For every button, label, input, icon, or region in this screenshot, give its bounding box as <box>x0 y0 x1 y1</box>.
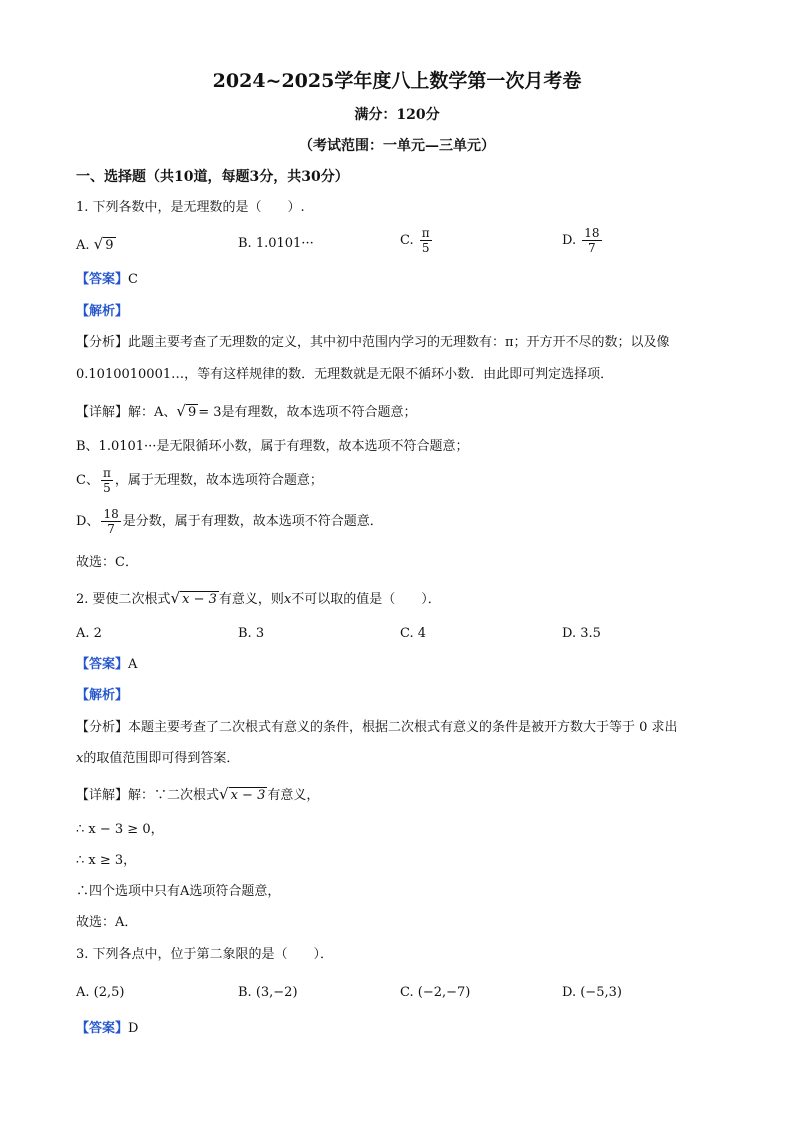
fenxi-text: 的取值范围即可得到答案． <box>83 751 240 766</box>
q3-option-c: C. (−2,−7) <box>400 985 471 1000</box>
sqrt-symbol: √ x − 3 <box>219 785 266 803</box>
fraction-denominator: 7 <box>588 241 596 255</box>
analysis-tag: 【解析】 <box>76 688 129 703</box>
detail-suffix: 是分数，属于有理数，故本选项不符合题意． <box>122 514 383 529</box>
q1-option-d <box>562 226 604 255</box>
fenxi-text: 本题主要考查了二次根式有意义的条件，根据二次根式有意义的条件是被开方数大于等于 0 求出 <box>128 720 678 735</box>
q1-option-c <box>400 226 434 255</box>
stem-middle: 有意义，则 <box>218 592 284 607</box>
q2-option-d: D. 3.5 <box>562 626 601 641</box>
section-heading: 一、选择题（共10道，每题3分，共30分） <box>76 169 349 185</box>
q2-fenxi-line2 <box>76 749 239 769</box>
q1-option-d-label: D. <box>562 233 577 248</box>
sqrt-symbol: √ 9 <box>93 235 114 253</box>
q3-option-a: A. (2,5) <box>76 985 125 1000</box>
q2-detail-4: ∴四个选项中只有A选项符合题意， <box>76 884 281 899</box>
xiangjie-tag: 【详解】 <box>76 788 129 803</box>
q2-detail-3: ∴ x ≥ 3， <box>76 853 137 868</box>
fraction-numerator: π <box>421 226 430 240</box>
detail-prefix: 解：A、 <box>128 405 177 420</box>
sqrt-symbol: √ 9 <box>176 402 197 420</box>
q1-option-c-fraction <box>420 226 432 255</box>
fraction-numerator: 18 <box>584 226 600 240</box>
answer-value: C <box>128 272 138 287</box>
q1-choice: 故选：C． <box>76 555 138 570</box>
q1-fenxi-line1 <box>76 333 670 353</box>
q1-analysis-tag <box>76 302 128 322</box>
answer-tag: 【答案】 <box>76 1021 129 1036</box>
detail-suffix: = 3是有理数，故本选项不符合题意； <box>198 405 417 420</box>
q2-detail-2: ∴ x − 3 ≥ 0， <box>76 822 164 837</box>
fenxi-tag: 【分析】 <box>76 720 129 735</box>
fraction-denominator: 5 <box>421 241 430 255</box>
q1-detail-b: B、1.0101···是无限循环小数，属于有理数，故本选项不符合题意； <box>76 439 469 454</box>
radicand: 9 <box>187 405 197 420</box>
q3-answer <box>76 1019 138 1039</box>
q3-stem: 3. 下列各点中，位于第二象限的是（ ）． <box>76 947 334 962</box>
answer-value: A <box>128 657 138 672</box>
q2-option-c: C. 4 <box>400 626 427 641</box>
q2-stem <box>76 588 441 610</box>
q1-option-a <box>76 234 116 256</box>
xiangjie-tag: 【详解】 <box>76 405 129 420</box>
q1-option-c-label: C. <box>400 233 414 248</box>
sqrt-symbol: √ x − 3 <box>170 589 217 607</box>
answer-tag: 【答案】 <box>76 272 129 287</box>
stem-prefix: 2. 要使二次根式 <box>76 592 171 607</box>
radicand: x − 3 <box>182 592 217 607</box>
fenxi-text: 此题主要考查了无理数的定义，其中初中范围内学习的无理数有：π；开方开不尽的数；以及像 <box>128 335 670 350</box>
full-score: 满分：120分 <box>354 107 440 123</box>
q2-fenxi-line1 <box>76 718 678 738</box>
detail-prefix: 解：∵二次根式 <box>128 788 220 803</box>
fraction-denominator: 7 <box>107 522 115 536</box>
answer-value: D <box>128 1021 139 1036</box>
detail-c-fraction <box>101 466 113 495</box>
q1-option-b: B. 1.0101··· <box>238 236 314 251</box>
fraction-numerator: π <box>102 466 111 480</box>
q1-answer <box>76 270 138 290</box>
q1-fenxi-line2: 0.1010010001…，等有这样规律的数．无理数就是无限不循环小数．由此即可判定选择项． <box>76 367 614 382</box>
fenxi-tag: 【分析】 <box>76 335 129 350</box>
detail-d-fraction <box>101 507 120 536</box>
q3-option-b: B. (3,−2) <box>238 985 298 1000</box>
q2-option-a: A. 2 <box>76 626 102 641</box>
q2-choice: 故选：A． <box>76 915 138 930</box>
q1-detail-c <box>76 466 323 495</box>
q3-option-d: D. (−5,3) <box>562 985 622 1000</box>
q1-option-a-label: A. <box>76 238 90 253</box>
detail-prefix: D、 <box>76 514 100 529</box>
q2-answer <box>76 655 137 675</box>
stem-suffix: 不可以取的值是（ ）． <box>291 592 441 607</box>
q1-detail-a <box>76 401 417 423</box>
fraction-denominator: 5 <box>103 481 111 495</box>
q1-stem: 1. 下列各数中，是无理数的是（ ）. <box>76 200 305 215</box>
q2-analysis-tag <box>76 686 128 706</box>
analysis-tag: 【解析】 <box>76 304 129 319</box>
q2-detail-1 <box>76 784 319 806</box>
q1-option-d-fraction <box>582 226 601 255</box>
answer-tag: 【答案】 <box>76 657 129 672</box>
exam-scope: （考试范围：一单元—三单元） <box>299 138 495 154</box>
detail-suffix: ，属于无理数，故本选项符合题意； <box>114 473 323 488</box>
page-title: 2024~2025学年度八上数学第一次月考卷 <box>212 70 582 92</box>
q1-option-a-radicand: 9 <box>105 238 114 253</box>
q2-option-b: B. 3 <box>238 626 265 641</box>
detail-prefix: C、 <box>76 473 99 488</box>
detail-suffix: 有意义， <box>267 788 320 803</box>
q1-detail-d <box>76 507 383 536</box>
fraction-numerator: 18 <box>103 507 119 521</box>
stem-variable: x <box>283 592 292 607</box>
radicand: x − 3 <box>230 788 266 803</box>
fenxi-variable: x <box>76 751 84 766</box>
